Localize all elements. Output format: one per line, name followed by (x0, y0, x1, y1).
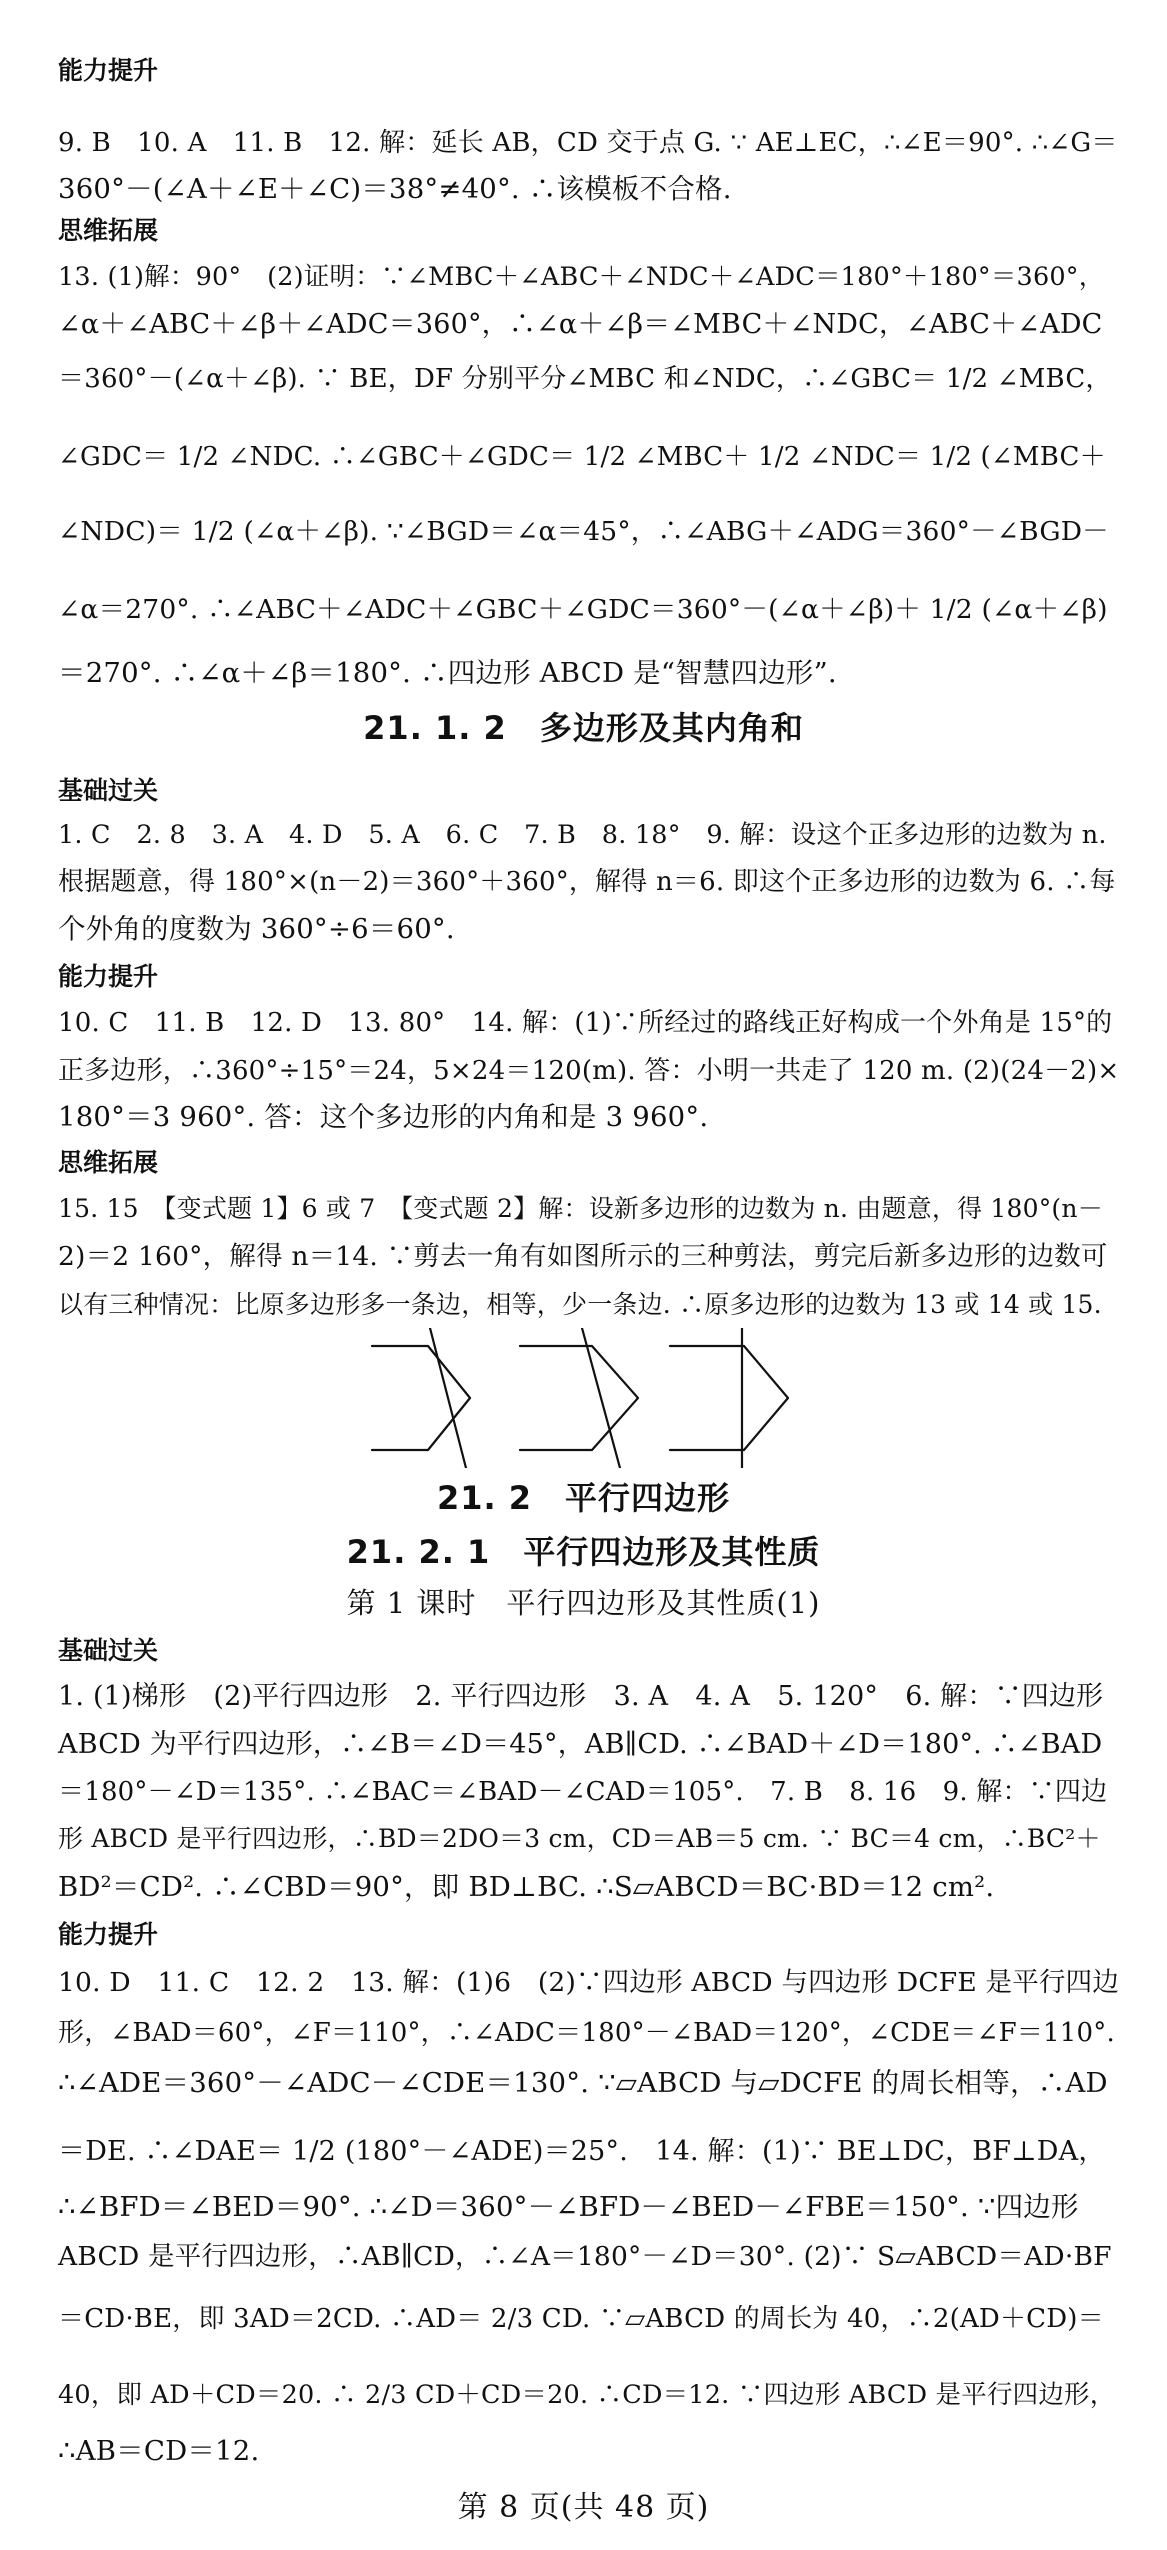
section-heading: 思维拓展 (58, 216, 159, 245)
section-heading: 思维拓展 (58, 1148, 159, 1177)
text-line: ＝360°－(∠α＋∠β). ∵ BE，DF 分别平分∠MBC 和∠NDC，∴∠GBC＝ 1/2 ∠MBC， (58, 364, 1112, 394)
text-line: ＝180°－∠D＝135°. ∴∠BAC＝∠BAD－∠CAD＝105°. 7. B 8. 16 9. 解：∵四边 (58, 1777, 1108, 1807)
text-line: 13. (1)解：90° (2)证明：∵∠MBC＋∠ABC＋∠NDC＋∠ADC＝180°＋180°＝360°， (58, 262, 1105, 292)
section-title: 21. 2 平行四边形 (436, 1479, 731, 1517)
text-line: 个外角的度数为 360°÷6＝60°. (58, 913, 455, 945)
text-line: ∠α＝270°. ∴∠ABC＋∠ADC＋∠GBC＋∠GDC＝360°－(∠α＋∠β)＋ 1/2 (∠α＋∠β) (58, 594, 1108, 625)
text-line: 10. D 11. C 12. 2 13. 解：(1)6 (2)∵四边形 ABCD 与四边形 DCFE 是平行四边 (58, 1967, 1120, 1998)
text-line: ∠NDC)＝ 1/2 (∠α＋∠β). ∵∠BGD＝∠α＝45°，∴∠ABG＋∠ADG＝360°－∠BGD－ (58, 516, 1109, 547)
text-line: 10. C 11. B 12. D 13. 80° 14. 解：(1)∵所经过的路线正好构成一个外角是 15°的 (58, 1008, 1113, 1038)
text-line: ＝CD·BE，即 3AD＝2CD. ∴AD＝ 2/3 CD. ∵▱ABCD 的周长为 40，∴2(AD＋CD)＝ (58, 2304, 1104, 2334)
page-footer: 第 8 页(共 48 页) (457, 2490, 710, 2525)
text-line: 以有三种情况：比原多边形多一条边，相等，少一条边. ∴原多边形的边数为 13 或 14 或 15. (58, 1290, 1102, 1319)
text-line: ∴∠BFD＝∠BED＝90°. ∴∠D＝360°－∠BFD－∠BED－∠FBE＝150°. ∵四边形 (58, 2191, 1079, 2223)
text-line: 1. (1)梯形 (2)平行四边形 2. 平行四边形 3. A 4. A 5. 120° 6. 解：∵四边形 (58, 1681, 1104, 1712)
lesson-subtitle: 第 1 课时 平行四边形及其性质(1) (346, 1586, 821, 1620)
text-line: BD²＝CD². ∴∠CBD＝90°，即 BD⊥BC. ∴S▱ABCD＝BC·BD＝12 cm². (58, 1871, 995, 1903)
text-line: 40，即 AD＋CD＝20. ∴ 2/3 CD＋CD＝20. ∴CD＝12. ∵四边形 ABCD 是平行四边形， (58, 2380, 1116, 2410)
figure-cut-adds-side (372, 1328, 470, 1468)
figure-cut-same-sides (520, 1328, 638, 1468)
text-line: ∴∠ADE＝360°－∠ADC－∠CDE＝130°. ∵▱ABCD 与▱DCFE 的周长相等，∴AD (58, 2067, 1108, 2099)
section-heading: 能力提升 (58, 962, 159, 991)
text-line: 形，∠BAD＝60°，∠F＝110°，∴∠ADC＝180°－∠BAD＝120°，∠CDE＝∠F＝110°. (58, 2018, 1115, 2048)
text-line: ∠GDC＝ 1/2 ∠NDC. ∴∠GBC＋∠GDC＝ 1/2 ∠MBC＋ 1/2 ∠NDC＝ 1/2 (∠MBC＋ (58, 442, 1106, 472)
section-heading: 基础过关 (58, 776, 159, 805)
section-title: 21. 1. 2 多边形及其内角和 (363, 709, 804, 747)
section-title: 21. 2. 1 平行四边形及其性质 (346, 1533, 821, 1571)
section-heading: 能力提升 (58, 56, 159, 85)
figure-cut-removes-side (670, 1328, 788, 1468)
text-line: ABCD 为平行四边形，∴∠B＝∠D＝45°，AB∥CD. ∴∠BAD＋∠D＝180°. ∴∠BAD (58, 1729, 1103, 1760)
text-line: ＝DE. ∴∠DAE＝ 1/2 (180°－∠ADE)＝25°. 14. 解：(1)∵ BE⊥DC，BF⊥DA， (58, 2136, 1106, 2167)
text-line: 360°－(∠A＋∠E＋∠C)＝38°≠40°. ∴该模板不合格. (58, 173, 732, 205)
section-heading: 基础过关 (58, 1636, 159, 1665)
section-heading: 能力提升 (58, 1920, 159, 1949)
text-line: ABCD 是平行四边形，∴AB∥CD，∴∠A＝180°－∠D＝30°. (2)∵ S▱ABCD＝AD·BF (58, 2241, 1112, 2272)
cut-corner-figures (370, 1328, 800, 1468)
text-line: 形 ABCD 是平行四边形，∴BD＝2DO＝3 cm，CD＝AB＝5 cm. ∵ BC＝4 cm，∴BC²＋ (58, 1824, 1101, 1853)
text-line: 9. B 10. A 11. B 12. 解：延长 AB，CD 交于点 G. ∵ AE⊥EC，∴∠E＝90°. ∴∠G＝ (58, 128, 1118, 158)
text-line: 正多边形，∴360°÷15°＝24，5×24＝120(m). 答：小明一共走了 120 m. (2)(24－2)× (58, 1056, 1120, 1086)
text-line: 根据题意，得 180°×(n－2)＝360°＋360°，解得 n＝6. 即这个正多边形的边数为 6. ∴每 (58, 867, 1116, 897)
text-line: 15. 15 【变式题 1】6 或 7 【变式题 2】解：设新多边形的边数为 n. 由题意，得 180°(n－ (58, 1194, 1103, 1223)
text-line: ∠α＋∠ABC＋∠β＋∠ADC＝360°，∴∠α＋∠β＝∠MBC＋∠NDC，∠ABC＋∠ADC (58, 309, 1103, 340)
text-line: 1. C 2. 8 3. A 4. D 5. A 6. C 7. B 8. 18° 9. 解：设这个正多边形的边数为 n. (58, 820, 1107, 850)
text-line: 2)＝2 160°，解得 n＝14. ∵剪去一角有如图所示的三种剪法，剪完后新多边形的边数可 (58, 1241, 1108, 1272)
text-line: ＝270°. ∴∠α＋∠β＝180°. ∴四边形 ABCD 是“智慧四边形”. (58, 657, 837, 689)
text-line: ∴AB＝CD＝12. (58, 2435, 260, 2467)
text-line: 180°＝3 960°. 答：这个多边形的内角和是 3 960°. (58, 1101, 709, 1133)
